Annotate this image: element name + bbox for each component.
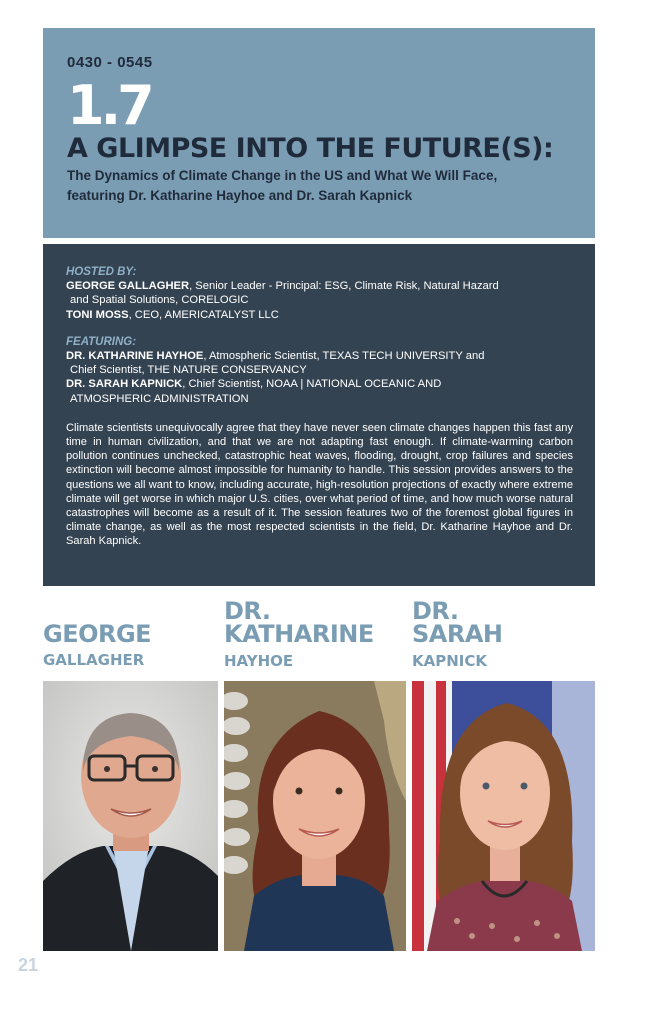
session-number: 1.7 [67, 74, 151, 137]
speaker-photo-gallagher [43, 681, 218, 951]
speaker-name-kapnick [412, 597, 503, 670]
speaker-last-name: GALLAGHER [43, 651, 145, 669]
featured-role: , Atmospheric Scientist, TEXAS TECH UNIVERSITY and [203, 350, 485, 363]
session-header [43, 28, 595, 238]
page-number: 21 [18, 955, 39, 975]
speaker-photo-kapnick [412, 681, 595, 951]
featuring-label: FEATURING: [66, 335, 137, 348]
speaker-last-name: HAYHOE [224, 652, 294, 670]
speaker-last-name: KAPNICK [412, 652, 487, 670]
portrait-illustration [412, 681, 595, 951]
host-role: , Senior Leader - Principal: ESG, Climate Risk, Natural Hazard [189, 280, 499, 293]
session-description: Climate scientists unequivocally agree that they have never seen climate changes happen this fast any time in human civilization, and that we are not adapting fast enough. If climate-warming carbon pollution continues unchecked, catastrophic heat waves, flooding, drought, crop failures and species extinction will become almost impossible for humanity to handle. This session provides answers to the questions we all want to know, including accurate, high-resolution projections of exactly where extreme climate will get worse in which major U.S. cities, over what period of time, and how much worse natural catastrophes will become as a result of it. The session features two of the foremost global figures in climate change, as well as the most respected scientists in the field, Dr. Katharine Hayhoe and Dr. Sarah Kapnick. [66, 421, 573, 548]
host-name: TONI MOSS [66, 308, 129, 321]
hosted-by-label: HOSTED BY: [66, 266, 137, 278]
session-subtitle [67, 166, 571, 206]
host-toni-moss [66, 308, 573, 322]
featured-sarah-kapnick [66, 377, 573, 391]
speaker-name-gallagher [43, 620, 152, 669]
subtitle-line-1: The Dynamics of Climate Change in the US and What We Will Face, [67, 168, 498, 184]
portrait-illustration [224, 681, 406, 951]
host-george-gallagher [66, 279, 573, 293]
speaker-first-name: GEORGE [43, 620, 152, 648]
speaker-first-name: SARAH [412, 620, 503, 648]
featured-role: , Chief Scientist, NOAA | NATIONAL OCEANIC AND [182, 378, 442, 391]
host-role: , CEO, AMERICATALYST LLC [128, 308, 279, 321]
portrait-illustration [43, 681, 218, 951]
speaker-name-hayhoe [224, 597, 374, 670]
speaker-title: DR. [224, 597, 271, 625]
featured-role-cont: ATMOSPHERIC ADMINISTRATION [70, 392, 249, 405]
session-time: 0430 - 0545 [67, 54, 153, 71]
featured-name: DR. SARAH KAPNICK [66, 378, 183, 391]
speaker-first-name: KATHARINE [224, 620, 374, 648]
host-role-cont: and Spatial Solutions, CORELOGIC [70, 294, 249, 307]
subtitle-line-2: featuring Dr. Katharine Hayhoe and Dr. Sarah Kapnick [67, 188, 413, 204]
featured-katharine-hayhoe [66, 349, 573, 363]
speaker-title: DR. [412, 597, 459, 625]
featured-role-cont: Chief Scientist, THE NATURE CONSERVANCY [70, 364, 307, 377]
speaker-photo-hayhoe [224, 681, 406, 951]
host-name: GEORGE GALLAGHER [66, 280, 190, 293]
session-info [43, 244, 595, 586]
session-title: A GLIMPSE INTO THE FUTURE(S): [67, 133, 554, 164]
featured-name: DR. KATHARINE HAYHOE [66, 350, 204, 363]
